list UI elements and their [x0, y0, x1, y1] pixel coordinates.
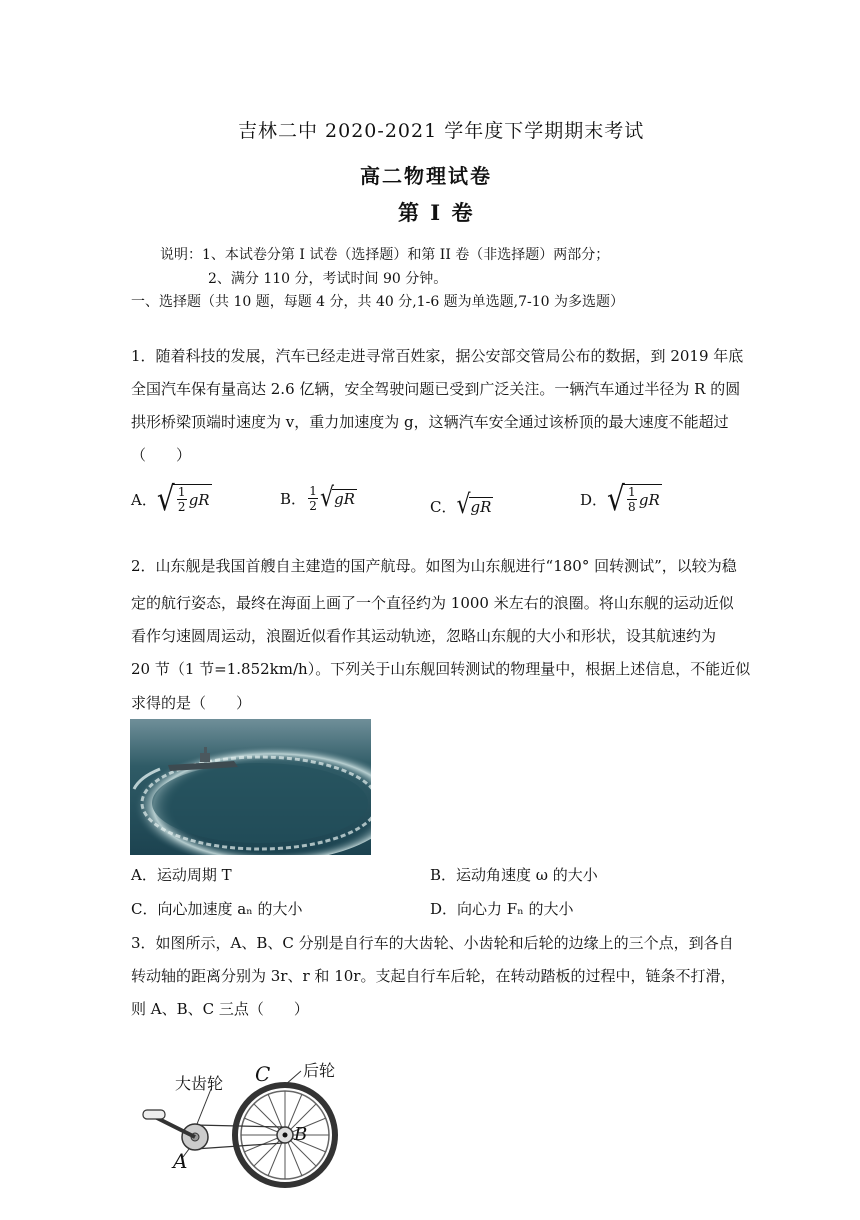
q2-option-a[interactable]: A．运动周期 T [131, 866, 232, 884]
q1-line-4: （ ） [131, 446, 192, 464]
bicycle-figure [135, 1055, 375, 1216]
q2-option-d[interactable]: D．向心力 Fₙ 的大小 [430, 900, 574, 918]
sqrt-sign: √ [156, 478, 175, 519]
q1-d-denominator: 8 [628, 500, 636, 514]
section-heading: 一、选择题（共 10 题，每题 4 分，共 40 分,1-6 题为单选题,7-10 为多选题） [131, 294, 625, 310]
exam-title: 吉林二中 2020-2021 学年度下学期期末考试 [238, 120, 645, 142]
label-big-gear: 大齿轮 [175, 1074, 224, 1093]
sqrt-sign: √ [320, 482, 335, 513]
label-point-b: B [294, 1124, 308, 1145]
q3-line-3: 则 A、B、C 三点（ ） [131, 1000, 309, 1018]
q1-line-1: 1．随着科技的发展，汽车已经走进寻常百姓家，据公安部交管局公布的数据，到 2019 年底 [131, 347, 744, 365]
label-point-c: C [255, 1062, 271, 1086]
sqrt-sign: √ [456, 490, 471, 521]
carrier-photo [130, 719, 371, 855]
q2-line-4: 20 节（1 节=1.852km/h）。下列关于山东舰回转测试的物理量中，根据上述信息，不能近似 [131, 660, 751, 678]
q1-option-b-label: B． [280, 490, 307, 508]
q1-b-radicand: gR [334, 490, 355, 508]
q1-b-numerator: 1 [309, 484, 317, 498]
note-line-2: 2、满分 110 分，考试时间 90 分钟。 [208, 271, 448, 287]
q2-option-b[interactable]: B．运动角速度 ω 的大小 [430, 866, 598, 884]
q1-line-3: 拱形桥梁顶端时速度为 v，重力加速度为 g，这辆汽车安全通过该桥顶的最大速度不能超过 [131, 413, 729, 431]
note-line-1: 说明：1、本试卷分第 I 试卷（选择题）和第 II 卷（非选择题）两部分； [160, 247, 610, 263]
q1-option-d[interactable] [580, 478, 662, 519]
q3-line-2: 转动轴的距离分别为 3r、r 和 10r。支起自行车后轮，在转动踏板的过程中，链条不打滑， [131, 967, 736, 985]
sqrt-sign: √ [607, 478, 625, 519]
q2-line-5: 求得的是（ ） [131, 694, 252, 712]
q1-option-c[interactable] [430, 492, 493, 520]
q1-option-d-label: D． [580, 490, 608, 509]
carrier-photo-svg [130, 719, 371, 855]
q1-d-numerator: 1 [628, 485, 636, 499]
q2-option-c[interactable]: C．向心加速度 aₙ 的大小 [131, 900, 303, 918]
q1-b-denominator: 2 [309, 499, 317, 513]
label-point-a: A [173, 1149, 188, 1173]
q2-line-1: 2．山东舰是我国首艘自主建造的国产航母。如图为山东舰进行“180° 回转测试”，以较为稳 [131, 557, 737, 575]
q1-a-numerator: 1 [177, 485, 186, 499]
label-rear-wheel: 后轮 [303, 1061, 336, 1080]
q1-option-c-label: C． [430, 497, 457, 516]
q1-option-b[interactable] [280, 484, 357, 513]
q1-option-a-label: A． [131, 490, 157, 509]
q3-line-1: 3．如图所示，A、B、C 分别是自行车的大齿轮、小齿轮和后轮的边缘上的三个点，到各自 [131, 934, 734, 952]
q1-d-radicand: gR [638, 490, 660, 509]
q1-a-radicand: gR [188, 490, 210, 509]
q1-option-a[interactable] [131, 478, 212, 519]
q2-line-3: 看作匀速圆周运动，浪圈近似看作其运动轨迹，忽略山东舰的大小和形状，设其航速约为 [131, 627, 717, 645]
q1-line-2: 全国汽车保有量高达 2.6 亿辆，安全驾驶问题已受到广泛关注。一辆汽车通过半径为 R 的圆 [131, 380, 741, 398]
subject-title: 高二物理试卷 [360, 164, 492, 188]
volume-title: 第 I 卷 [398, 200, 475, 225]
q2-line-2: 定的航行姿态，最终在海面上画了一个直径约为 1000 米左右的浪圈。将山东舰的运动近似 [131, 594, 734, 612]
q1-a-denominator: 2 [177, 500, 186, 514]
q1-c-radicand: gR [470, 497, 492, 516]
